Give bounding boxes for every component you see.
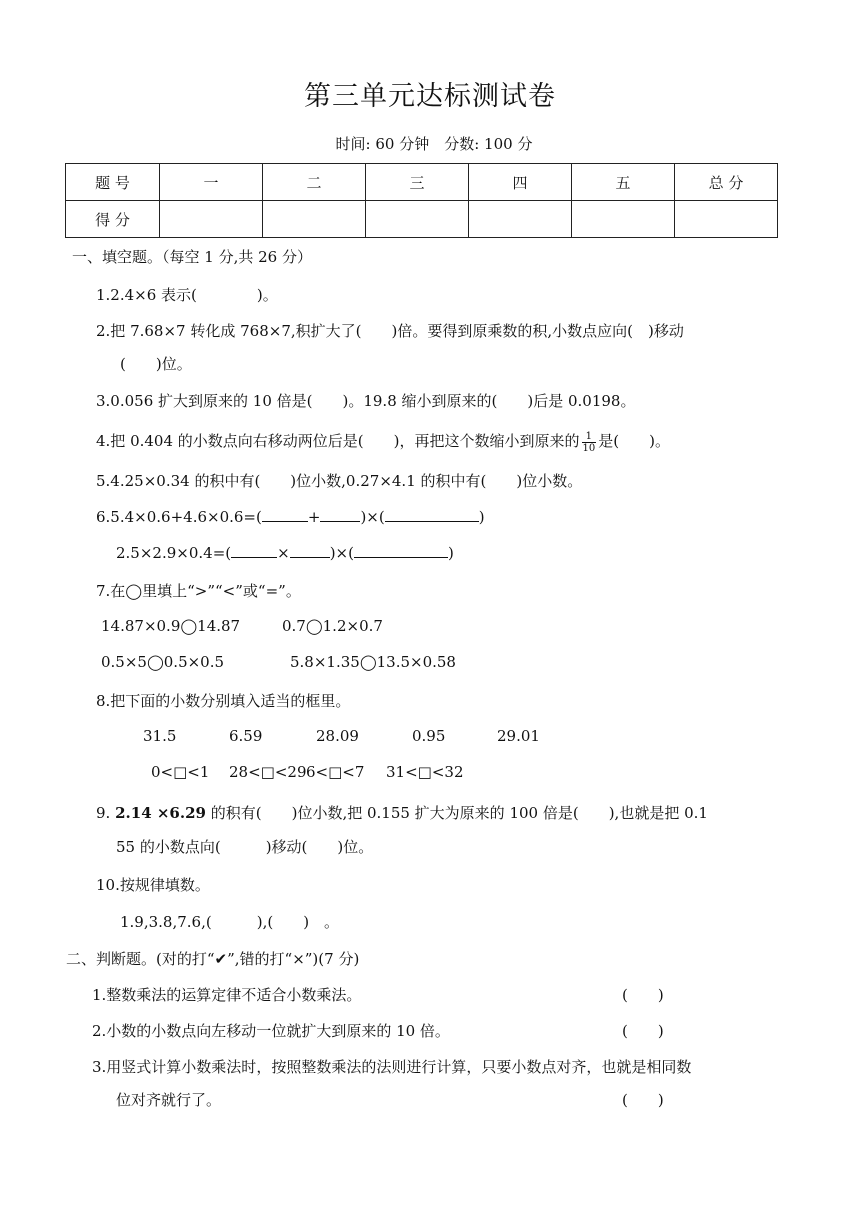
- q6-text: ): [447, 544, 454, 562]
- judge-item-2: 2.小数的小数点向左移动一位就扩大到原来的 10 倍。: [92, 1022, 450, 1040]
- judge-item-3: 3.用竖式计算小数乘法时，按照整数乘法的法则进行计算，只要小数点对齐，也就是相同数: [92, 1058, 692, 1076]
- fraction-one-tenth: [582, 431, 597, 454]
- q9-text: 的积有( )位小数,把 0.155 扩大为原来的 100 倍是( ),也就是把 0.1: [210, 804, 708, 822]
- q8-number: 6.59: [229, 727, 263, 745]
- answer-blank[interactable]: [320, 507, 360, 522]
- q8-number: 28.09: [316, 727, 359, 745]
- question-4-tail: 是( )。: [598, 432, 670, 450]
- q6-text: 2.5×2.9×0.4=(: [116, 544, 232, 562]
- score-table-score-row: [66, 201, 778, 238]
- header-cell: 四: [469, 164, 572, 201]
- judge-item-3-cont: 位对齐就行了。: [116, 1091, 222, 1109]
- question-2-line-1: 2.把 7.68×7 转化成 768×7,积扩大了( )倍。要得到原乘数的积,小数点应向( )移动: [96, 322, 684, 340]
- header-cell: 五: [572, 164, 675, 201]
- header-cell: 题 号: [66, 164, 160, 201]
- q8-number: 29.01: [497, 727, 540, 745]
- q6-text: )×(: [360, 508, 385, 526]
- header-cell: 三: [366, 164, 469, 201]
- q7-comparison-3: 0.5×5◯0.5×0.5: [101, 653, 225, 671]
- question-9-line-1: [96, 802, 708, 823]
- judge-item-1: 1.整数乘法的运算定律不适合小数乘法。: [92, 986, 362, 1004]
- question-6-line-1: [96, 507, 485, 526]
- header-cell: 二: [263, 164, 366, 201]
- answer-blank[interactable]: [262, 507, 308, 522]
- q8-box: 28<□<29: [229, 763, 307, 781]
- answer-paren[interactable]: ( ): [622, 986, 664, 1004]
- fraction-denominator: 10: [582, 442, 596, 454]
- q9-expression: 2.14 ×6.29: [115, 804, 206, 822]
- question-1: 1.2.4×6 表示( )。: [96, 286, 278, 304]
- q10-sequence: 1.9,3.8,7.6,( ),( ) 。: [120, 913, 340, 931]
- fraction-numerator: 1: [582, 431, 597, 443]
- q6-text: )×(: [329, 544, 354, 562]
- q6-operator: +: [307, 508, 321, 526]
- score-row-label: 得 分: [66, 201, 160, 238]
- answer-blank[interactable]: [231, 543, 277, 558]
- question-10: 10.按规律填数。: [96, 876, 210, 894]
- answer-blank[interactable]: [290, 543, 330, 558]
- score-table-header-row: [66, 164, 778, 201]
- score-cell[interactable]: [160, 201, 263, 238]
- score-cell[interactable]: [675, 201, 778, 238]
- question-2-line-2: ( )位。: [120, 355, 192, 373]
- answer-blank[interactable]: [385, 507, 479, 522]
- question-7: 7.在◯里填上“>”“<”或“=”。: [96, 582, 301, 600]
- q7-comparison-1: 14.87×0.9◯14.87: [101, 617, 241, 635]
- q6-text: 6.5.4×0.6+4.6×0.6=(: [96, 508, 262, 526]
- question-4: [96, 430, 670, 454]
- exam-info: 时间: 60 分钟 分数: 100 分: [335, 135, 533, 153]
- q7-comparison-4: 5.8×1.35◯13.5×0.58: [290, 653, 456, 671]
- q6-operator: ×: [277, 544, 290, 562]
- q8-number: 31.5: [143, 727, 177, 745]
- q8-box: 0<□<1: [151, 763, 210, 781]
- question-5: 5.4.25×0.34 的积中有( )位小数,0.27×4.1 的积中有( )位小数。: [96, 472, 583, 490]
- question-3: 3.0.056 扩大到原来的 10 倍是( )。19.8 缩小到原来的( )后是 0.0198。: [96, 392, 636, 410]
- question-6-line-2: [116, 543, 454, 562]
- answer-paren[interactable]: ( ): [622, 1091, 664, 1109]
- score-cell[interactable]: [572, 201, 675, 238]
- answer-blank[interactable]: [354, 543, 448, 558]
- header-cell: 一: [160, 164, 263, 201]
- q8-box: 31<□<32: [386, 763, 464, 781]
- q8-number: 0.95: [412, 727, 446, 745]
- score-cell[interactable]: [263, 201, 366, 238]
- score-cell[interactable]: [366, 201, 469, 238]
- answer-paren[interactable]: ( ): [622, 1022, 664, 1040]
- header-cell: 总 分: [675, 164, 778, 201]
- score-table: [65, 163, 778, 238]
- section-2-heading: 二、判断题。(对的打“✔”,错的打“×”)(7 分): [66, 950, 360, 968]
- page-title: 第三单元达标测试卷: [304, 81, 556, 112]
- q9-number: 9.: [96, 804, 111, 822]
- q8-box: 6<□<7: [306, 763, 365, 781]
- question-8: 8.把下面的小数分别填入适当的框里。: [96, 692, 351, 710]
- q6-text: ): [478, 508, 485, 526]
- question-4-text: 4.把 0.404 的小数点向右移动两位后是( )，再把这个数缩小到原来的: [96, 432, 580, 450]
- score-cell[interactable]: [469, 201, 572, 238]
- q7-comparison-2: 0.7◯1.2×0.7: [282, 617, 383, 635]
- section-1-heading: 一、填空题。（每空 1 分,共 26 分）: [72, 248, 312, 266]
- question-9-line-2: 55 的小数点向( )移动( )位。: [116, 838, 374, 856]
